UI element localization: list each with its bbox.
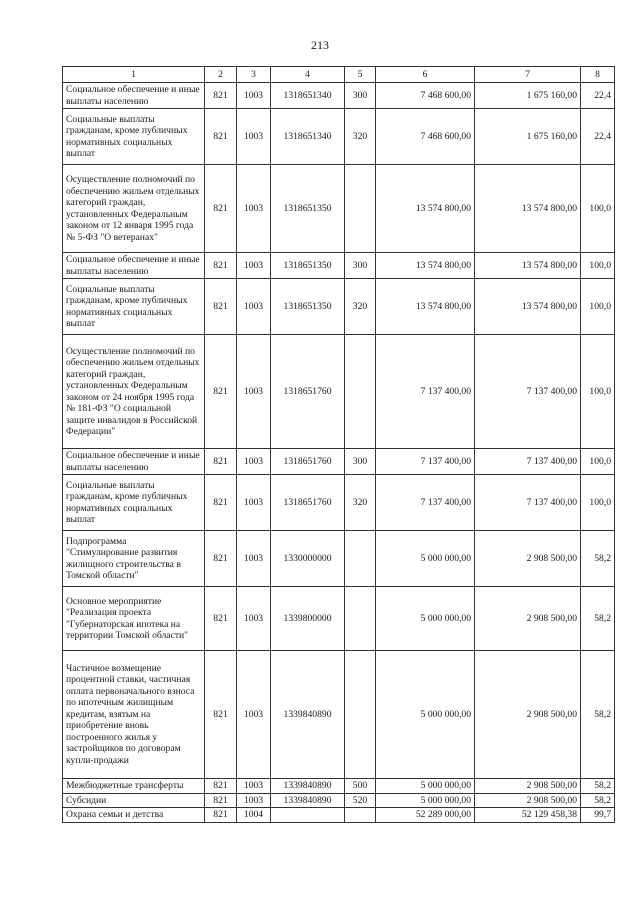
cell-code-3: 1003	[237, 83, 271, 109]
cell-amount-7: 1 675 160,00	[475, 109, 581, 165]
cell-amount-6: 7 137 400,00	[376, 449, 475, 475]
cell-code-2: 821	[205, 793, 237, 808]
column-header-7: 7	[475, 67, 581, 83]
row-label: Осуществление полномочий по обеспечению жильем отдельных категорий граждан, установленных Федеральным законом от 24 ноября 1995 года № 181-ФЗ "О социальной защите инвалидов в Российской Федерации"	[63, 335, 205, 449]
cell-code-3: 1003	[237, 253, 271, 279]
column-header-4: 4	[271, 67, 345, 83]
cell-percent-8: 58,2	[581, 779, 615, 794]
cell-code-2: 821	[205, 808, 237, 823]
cell-code-3: 1003	[237, 475, 271, 531]
column-header-1: 1	[63, 67, 205, 83]
cell-amount-6: 13 574 800,00	[376, 165, 475, 253]
cell-amount-7: 7 137 400,00	[475, 335, 581, 449]
cell-amount-6: 5 000 000,00	[376, 793, 475, 808]
cell-amount-6: 52 289 000,00	[376, 808, 475, 823]
cell-code-3: 1003	[237, 793, 271, 808]
table-row	[63, 475, 615, 531]
cell-code-4: 1339840890	[271, 793, 345, 808]
cell-percent-8: 58,2	[581, 587, 615, 651]
row-label: Осуществление полномочий по обеспечению жильем отдельных категорий граждан, установленных Федеральным законом от 12 января 1995 года № 5-ФЗ "О ветеранах"	[63, 165, 205, 253]
cell-amount-7: 2 908 500,00	[475, 587, 581, 651]
cell-code-4: 1318651760	[271, 449, 345, 475]
cell-amount-7: 13 574 800,00	[475, 165, 581, 253]
cell-code-4: 1330000000	[271, 531, 345, 587]
cell-code-5: 320	[345, 109, 376, 165]
row-label: Социальное обеспечение и иные выплаты населению	[63, 83, 205, 109]
cell-amount-6: 7 468 600,00	[376, 83, 475, 109]
cell-code-4: 1318651350	[271, 279, 345, 335]
cell-code-2: 821	[205, 165, 237, 253]
cell-code-4: 1339840890	[271, 779, 345, 794]
cell-percent-8: 100,0	[581, 475, 615, 531]
cell-amount-7: 1 675 160,00	[475, 83, 581, 109]
cell-percent-8: 100,0	[581, 279, 615, 335]
table-body	[63, 67, 615, 823]
cell-percent-8: 58,2	[581, 793, 615, 808]
cell-code-4: 1318651340	[271, 109, 345, 165]
cell-code-3: 1003	[237, 109, 271, 165]
cell-code-5: 300	[345, 253, 376, 279]
cell-amount-6: 7 137 400,00	[376, 475, 475, 531]
table-row	[63, 449, 615, 475]
cell-code-2: 821	[205, 449, 237, 475]
cell-code-4: 1339840890	[271, 651, 345, 779]
row-label: Основное мероприятие "Реализация проекта "Губернаторская ипотека на территории Томской области"	[63, 587, 205, 651]
column-header-3: 3	[237, 67, 271, 83]
cell-code-3: 1003	[237, 587, 271, 651]
table-row	[63, 279, 615, 335]
cell-code-5	[345, 335, 376, 449]
cell-code-4: 1318651350	[271, 165, 345, 253]
cell-code-4: 1318651760	[271, 475, 345, 531]
cell-code-3: 1003	[237, 335, 271, 449]
cell-code-5	[345, 808, 376, 823]
cell-code-2: 821	[205, 651, 237, 779]
cell-code-5: 300	[345, 83, 376, 109]
column-header-6: 6	[376, 67, 475, 83]
table-row	[63, 793, 615, 808]
cell-code-5	[345, 165, 376, 253]
cell-code-2: 821	[205, 109, 237, 165]
column-header-2: 2	[205, 67, 237, 83]
cell-code-5	[345, 587, 376, 651]
row-label: Подпрограмма "Стимулирование развития жилищного строительства в Томской области"	[63, 531, 205, 587]
cell-code-3: 1003	[237, 165, 271, 253]
row-label: Охрана семьи и детства	[63, 808, 205, 823]
table-row	[63, 109, 615, 165]
column-header-5: 5	[345, 67, 376, 83]
table-row	[63, 808, 615, 823]
row-label: Субсидии	[63, 793, 205, 808]
cell-code-4: 1339800000	[271, 587, 345, 651]
table-row	[63, 165, 615, 253]
cell-percent-8: 22,4	[581, 83, 615, 109]
row-label: Социальные выплаты гражданам, кроме публичных нормативных социальных выплат	[63, 279, 205, 335]
page-number: 213	[311, 38, 329, 52]
cell-amount-7: 7 137 400,00	[475, 449, 581, 475]
cell-amount-6: 5 000 000,00	[376, 779, 475, 794]
cell-code-4: 1318651350	[271, 253, 345, 279]
cell-amount-6: 5 000 000,00	[376, 531, 475, 587]
table-row	[63, 531, 615, 587]
cell-code-3: 1003	[237, 651, 271, 779]
cell-code-5: 320	[345, 279, 376, 335]
cell-code-2: 821	[205, 279, 237, 335]
cell-code-5	[345, 651, 376, 779]
cell-amount-6: 13 574 800,00	[376, 253, 475, 279]
cell-code-5: 300	[345, 449, 376, 475]
cell-percent-8: 99,7	[581, 808, 615, 823]
cell-code-3: 1003	[237, 449, 271, 475]
table-row	[63, 335, 615, 449]
row-label: Межбюджетные трансферты	[63, 779, 205, 794]
table-row	[63, 587, 615, 651]
cell-code-4	[271, 808, 345, 823]
cell-percent-8: 100,0	[581, 449, 615, 475]
table-row	[63, 253, 615, 279]
cell-code-2: 821	[205, 83, 237, 109]
cell-percent-8: 58,2	[581, 531, 615, 587]
cell-amount-7: 52 129 458,38	[475, 808, 581, 823]
row-label: Социальное обеспечение и иные выплаты населению	[63, 449, 205, 475]
table-row	[63, 779, 615, 794]
table-row	[63, 83, 615, 109]
cell-amount-7: 2 908 500,00	[475, 793, 581, 808]
cell-code-2: 821	[205, 587, 237, 651]
cell-amount-7: 2 908 500,00	[475, 651, 581, 779]
cell-code-2: 821	[205, 475, 237, 531]
cell-code-5: 520	[345, 793, 376, 808]
cell-percent-8: 100,0	[581, 165, 615, 253]
cell-amount-6: 7 137 400,00	[376, 335, 475, 449]
row-label: Социальные выплаты гражданам, кроме публичных нормативных социальных выплат	[63, 475, 205, 531]
row-label: Социальное обеспечение и иные выплаты населению	[63, 253, 205, 279]
cell-code-3: 1004	[237, 808, 271, 823]
cell-percent-8: 22,4	[581, 109, 615, 165]
cell-code-5: 500	[345, 779, 376, 794]
cell-code-2: 821	[205, 335, 237, 449]
cell-amount-7: 13 574 800,00	[475, 279, 581, 335]
cell-percent-8: 100,0	[581, 335, 615, 449]
cell-code-2: 821	[205, 531, 237, 587]
cell-code-3: 1003	[237, 279, 271, 335]
row-label: Частичное возмещение процентной ставки, частичная оплата первоначального взноса по ипотечным жилищным кредитам, взятым на приобретение вновь построенного жилья у застройщиков по договорам купли-продажи	[63, 651, 205, 779]
cell-code-5	[345, 531, 376, 587]
cell-amount-7: 7 137 400,00	[475, 475, 581, 531]
cell-percent-8: 58,2	[581, 651, 615, 779]
cell-percent-8: 100,0	[581, 253, 615, 279]
cell-amount-6: 13 574 800,00	[376, 279, 475, 335]
cell-code-5: 320	[345, 475, 376, 531]
cell-amount-6: 5 000 000,00	[376, 651, 475, 779]
table-row	[63, 651, 615, 779]
cell-amount-7: 13 574 800,00	[475, 253, 581, 279]
cell-code-3: 1003	[237, 779, 271, 794]
cell-amount-6: 7 468 600,00	[376, 109, 475, 165]
budget-table	[62, 66, 615, 823]
cell-amount-7: 2 908 500,00	[475, 531, 581, 587]
column-header-8: 8	[581, 67, 615, 83]
cell-amount-6: 5 000 000,00	[376, 587, 475, 651]
row-label: Социальные выплаты гражданам, кроме публичных нормативных социальных выплат	[63, 109, 205, 165]
cell-amount-7: 2 908 500,00	[475, 779, 581, 794]
cell-code-4: 1318651340	[271, 83, 345, 109]
cell-code-3: 1003	[237, 531, 271, 587]
cell-code-4: 1318651760	[271, 335, 345, 449]
cell-code-2: 821	[205, 253, 237, 279]
cell-code-2: 821	[205, 779, 237, 794]
header-row	[63, 67, 615, 83]
